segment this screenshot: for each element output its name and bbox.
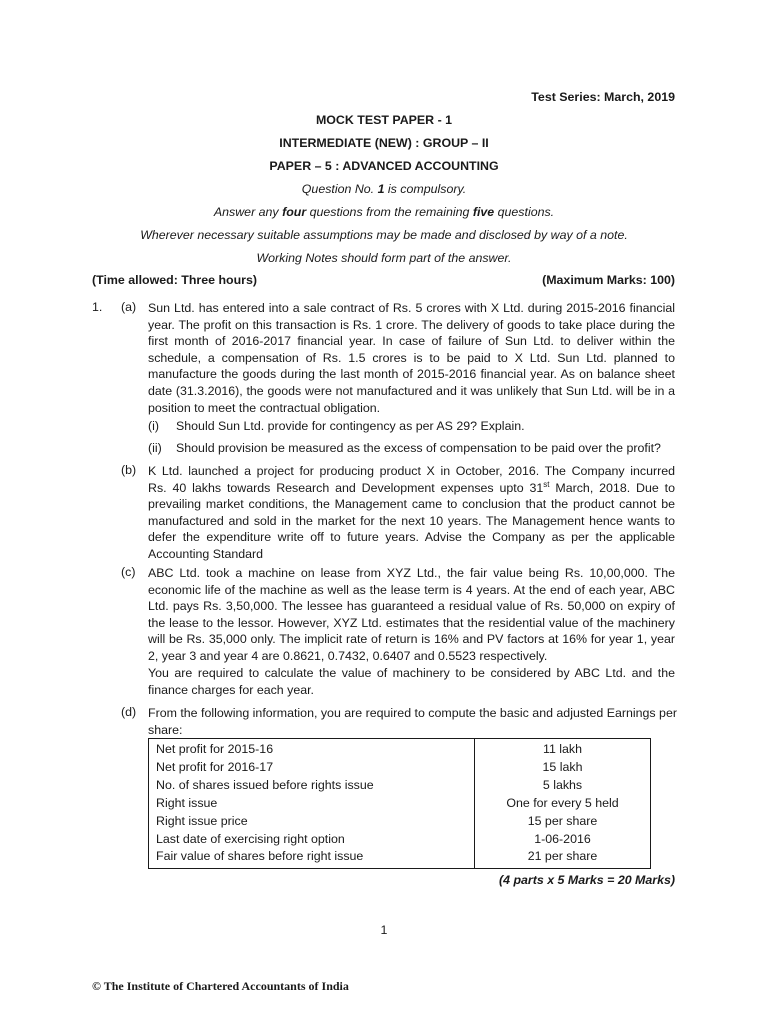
part-a-sub-ii-label: (ii)	[148, 441, 162, 455]
part-a-text: Sun Ltd. has entered into a sale contract of Rs. 5 crores with X Ltd. during 2015-2016 financial year. The profit on this transaction is Rs. 1 crore. The delivery of goods to take place during the first month of 2016-2017 financial year. In case of failure of Sun Ltd. to deliver within the schedule, a compensation of Rs. 1.5 crores is to be paid to X Ltd. Sun Ltd. planned to manufacture the goods during the last month of 2015-2016 financial year. As on balance sheet date (31.3.2016), the goods were not manufactured and it was unlikely that Sun Ltd. will be in a position to meet the contractual obligation.	[148, 301, 675, 415]
table-row: Net profit for 2015-16 11 lakh	[149, 739, 651, 759]
part-c-requirement: You are required to calculate the value of machinery to be considered by ABC Ltd. and the finance charges for each year.	[148, 666, 675, 697]
table-row: No. of shares issued before rights issue 5 lakhs	[149, 777, 651, 795]
instruction-compulsory: Question No. 1 is compulsory.	[301, 182, 467, 196]
part-b-label: (b)	[121, 463, 137, 477]
instruction-answer-any: Answer any four questions from the remaining five questions.	[213, 205, 555, 219]
part-a-sub-i-text: Should Sun Ltd. provide for contingency as per AS 29? Explain.	[176, 419, 525, 433]
table-row: Net profit for 2016-17 15 lakh	[149, 759, 651, 777]
paper-name: PAPER – 5 : ADVANCED ACCOUNTING	[269, 159, 499, 173]
page-number: 1	[380, 923, 388, 937]
footer-copyright: © The Institute of Chartered Accountants of India	[92, 979, 349, 993]
question-number: 1.	[92, 300, 103, 314]
table-row: Right issue price 15 per share	[149, 813, 651, 831]
table-row: Fair value of shares before right issue 21 per share	[149, 848, 651, 868]
part-a-sub-i-label: (i)	[148, 419, 160, 433]
part-c-text: ABC Ltd. took a machine on lease from XYZ Ltd., the fair value being Rs. 10,00,000. The economic life of the machine as well as the lease term is 4 years. At the end of each year, ABC Ltd. pays Rs. 3,50,000. The lessee has guaranteed a residual value of Rs. 50,000 on expiry of the lease to the lessor. However, XYZ Ltd. estimates that the residential value of the machinery will be Rs. 35,000 only. The implicit rate of return is 16% and PV factors at 16% for year 1, year 2, year 3 and year 4 are 0.8621, 0.7432, 0.6407 and 0.5523 respectively.	[148, 566, 675, 663]
part-d-text: From the following information, you are required to compute the basic and adjusted Earnings per share:	[148, 706, 677, 737]
maximum-marks: (Maximum Marks: 100)	[542, 273, 675, 287]
paper-title: MOCK TEST PAPER - 1	[315, 113, 453, 127]
group-title: INTERMEDIATE (NEW) : GROUP – II	[279, 136, 489, 150]
part-a-sub-ii-text: Should provision be measured as the excess of compensation to be paid over the profit?	[176, 441, 661, 455]
instruction-working-notes: Working Notes should form part of the answer.	[256, 251, 512, 265]
part-b-text: K Ltd. launched a project for producing product X in October, 2016. The Company incurred Rs. 40 lakhs towards Research and Development expenses upto 31st March, 2018. Due to prevailing market conditions, the Management came to conclusion that the product cannot be manufactured and sold in the market for the next 10 years. The Management hence wants to defer the expenditure write off to future years. Advise the Company as per the applicable Accounting Standard	[148, 464, 675, 561]
instruction-assumptions: Wherever necessary suitable assumptions may be made and disclosed by way of a note.	[140, 228, 628, 242]
time-allowed: (Time allowed: Three hours)	[92, 273, 258, 287]
part-c-label: (c)	[121, 565, 136, 579]
part-d-label: (d)	[121, 705, 137, 719]
eps-data-table	[148, 738, 651, 869]
table-row: Last date of exercising right option 1-06-2016	[149, 831, 651, 849]
test-series-label: Test Series: March, 2019	[531, 90, 675, 104]
table-row: Right issue One for every 5 held	[149, 795, 651, 813]
marks-note: (4 parts x 5 Marks = 20 Marks)	[499, 873, 675, 887]
part-a-label: (a)	[121, 300, 137, 314]
